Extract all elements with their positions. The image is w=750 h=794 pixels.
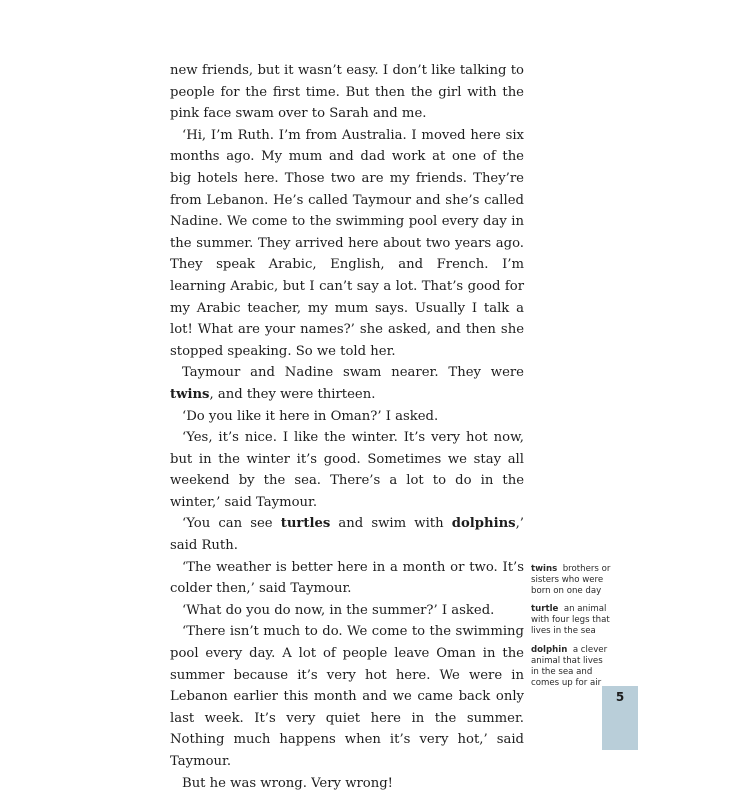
glossary-definition: an animal with four legs that lives in the sea	[531, 604, 610, 637]
glossary-entry	[531, 564, 611, 597]
glossary-entry	[531, 645, 611, 689]
story-paragraph	[170, 600, 524, 622]
text-segment: ‘Do you like it here in Oman?’ I asked.	[182, 408, 439, 424]
story-text	[170, 60, 524, 794]
glossary-term: twins	[531, 564, 558, 574]
story-paragraph	[170, 125, 524, 363]
glossary-term: dolphin	[531, 644, 568, 655]
story-paragraph	[170, 406, 524, 428]
glossary-word: turtles	[280, 516, 331, 532]
text-segment: Taymour and Nadine swam nearer. They were	[182, 365, 524, 381]
text-segment: new friends, but it wasn’t easy. I don’t like talking to people for the first time. But then the girl with the pink face swam over to Sarah and me.	[170, 63, 524, 122]
page-number-tab	[602, 686, 638, 750]
text-segment: ,’ said Ruth.	[170, 516, 524, 554]
glossary-definition: a clever animal that lives in the sea and comes up for air	[531, 644, 608, 688]
story-paragraph	[170, 513, 524, 556]
text-segment: ‘Yes, it’s nice. I like the winter. It’s very hot now, but in the winter it’s good. Sometimes we stay all weekend by the sea. There’s a lot to do in the winter,’ said Taymour.	[170, 430, 524, 510]
story-paragraph	[170, 773, 524, 794]
text-segment: and swim with	[330, 516, 452, 532]
glossary-word: dolphins	[451, 516, 516, 532]
text-segment: ‘The weather is better here in a month or two. It’s colder then,’ said Taymour.	[170, 559, 524, 597]
page-number: 5	[615, 690, 625, 704]
glossary-word: twins	[170, 386, 210, 402]
text-segment: ‘Hi, I’m Ruth. I’m from Australia. I moved here six months ago. My mum and dad work at one of the big hotels here. Those two are my friends. They’re from Lebanon. He’s called Taymour and she’s called Nadine. We come to the swimming pool every day in the summer. They arrived here about two years ago. They speak Arabic, English, and French. I’m learning Arabic, but I can’t say a lot. That’s good for my Arabic teacher, my mum says. Usually I talk a lot! What are your names?’ she asked, and then she stopped speaking. So we told her.	[170, 127, 524, 359]
story-paragraph	[170, 362, 524, 405]
text-segment: ‘You can see	[182, 516, 281, 532]
story-paragraph	[170, 427, 524, 513]
story-paragraph	[170, 621, 524, 772]
text-segment: , and they were thirteen.	[209, 386, 376, 402]
glossary-entry	[531, 604, 611, 637]
text-segment: But he was wrong. Very wrong!	[182, 775, 393, 791]
glossary-sidebar	[531, 564, 611, 696]
story-paragraph	[170, 60, 524, 125]
text-segment: ‘What do you do now, in the summer?’ I asked.	[182, 602, 495, 618]
glossary-definition: brothers or sisters who were born on one day	[531, 564, 611, 597]
text-segment: ‘There isn’t much to do. We come to the swimming pool every day. A lot of people leave Oman in the summer because it’s very hot here. We were in Lebanon earlier this month and we came back only last week. It’s very quiet here in the summer. Nothing much happens when it’s very hot,’ said Taymour.	[170, 624, 524, 769]
story-paragraph	[170, 557, 524, 600]
glossary-term: turtle	[531, 604, 559, 615]
